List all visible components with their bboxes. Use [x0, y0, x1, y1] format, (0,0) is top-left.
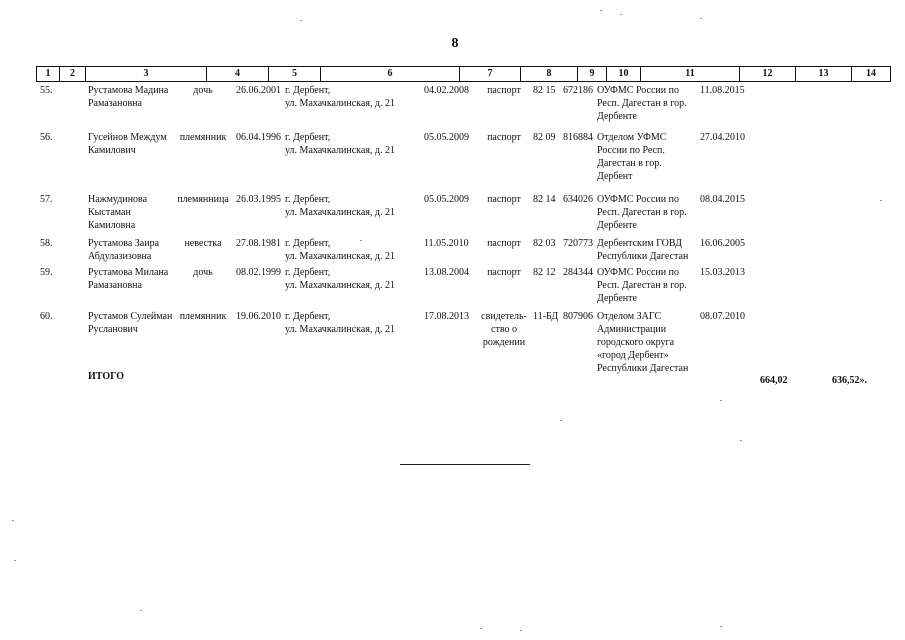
column-header: 4 — [207, 67, 269, 81]
cell-n: 55. — [40, 85, 53, 96]
cell-rel: племянник — [179, 311, 227, 322]
cell-doc: паспорт — [487, 85, 521, 96]
cell-rel: дочь — [193, 85, 213, 96]
column-header: 8 — [521, 67, 578, 81]
cell-date: 17.08.2013 — [424, 311, 469, 322]
cell-name: Рустамов Сулейман Русланович — [88, 311, 173, 335]
scan-speck — [880, 200, 882, 201]
scan-speck — [560, 420, 562, 421]
cell-n: 57. — [40, 194, 53, 205]
cell-issuer: Отделом УФМС России по Респ. Дагестан в гор. Дербент — [597, 132, 667, 182]
scan-speck — [14, 560, 16, 561]
cell-rel: невестка — [184, 238, 222, 249]
cell-dob: 26.06.2001 — [236, 85, 281, 96]
cell-name: Рустамова Заира Абдулазизовна — [88, 238, 160, 262]
column-header: 1 — [37, 67, 60, 81]
cell-doc: свидетель- ство о рождении — [481, 311, 527, 348]
cell-reg: 11.08.2015 — [700, 85, 745, 96]
total-label: ИТОГО — [88, 371, 124, 382]
cell-ser: 82 12 — [533, 267, 556, 278]
cell-ser: 11-БД — [533, 311, 559, 322]
cell-name: Гусейнов Междум Камилович — [88, 132, 167, 156]
cell-num: 284344 — [563, 267, 593, 278]
cell-num: 807906 — [563, 311, 593, 322]
total-col13: 664,02 — [760, 375, 788, 386]
cell-name: Нажмудинова Кыстаман Камиловна — [88, 194, 148, 231]
scan-speck — [480, 628, 482, 629]
cell-issuer: ОУФМС России по Респ. Дагестан в гор. Дербенте — [597, 267, 687, 304]
column-header: 2 — [60, 67, 86, 81]
cell-issuer: ОУФМС России по Респ. Дагестан в гор. Дербенте — [597, 85, 687, 122]
cell-num: 720773 — [563, 238, 593, 249]
column-header: 3 — [86, 67, 207, 81]
cell-addr: г. Дербент, ул. Махачкалинская, д. 21 — [285, 194, 396, 218]
column-header: 14 — [866, 68, 876, 79]
scan-speck — [600, 10, 602, 11]
cell-date: 11.05.2010 — [424, 238, 469, 249]
column-header: 7 — [460, 67, 521, 81]
cell-name: Рустамова Милана Рамазановна — [88, 267, 169, 291]
cell-doc: паспорт — [487, 267, 521, 278]
column-header: 10 — [607, 67, 641, 81]
cell-date: 04.02.2008 — [424, 85, 469, 96]
cell-doc: паспорт — [487, 238, 521, 249]
scan-speck — [620, 14, 622, 15]
cell-addr: г. Дербент, ул. Махачкалинская, д. 21 — [285, 238, 396, 262]
cell-rel: дочь — [193, 267, 213, 278]
cell-doc: паспорт — [487, 132, 521, 143]
cell-addr: г. Дербент, ул. Махачкалинская, д. 21 — [285, 267, 396, 291]
scan-speck — [720, 626, 722, 627]
cell-issuer: Дербентским ГОВД Республики Дагестан — [597, 238, 689, 262]
cell-dob: 19.06.2010 — [236, 311, 281, 322]
cell-reg: 27.04.2010 — [700, 132, 745, 143]
cell-reg: 15.03.2013 — [700, 267, 745, 278]
scan-speck — [12, 520, 14, 521]
cell-ser: 82 15 — [533, 85, 556, 96]
cell-ser: 82 09 — [533, 132, 556, 143]
cell-date: 05.05.2009 — [424, 132, 469, 143]
cell-addr: г. Дербент, ул. Махачкалинская, д. 21 — [285, 132, 396, 156]
cell-issuer: ОУФМС России по Респ. Дагестан в гор. Дербенте — [597, 194, 687, 231]
cell-n: 60. — [40, 311, 53, 322]
cell-reg: 16.06.2005 — [700, 238, 745, 249]
cell-rel: племянница — [177, 194, 229, 205]
cell-reg: 08.07.2010 — [700, 311, 745, 322]
cell-ser: 82 03 — [533, 238, 556, 249]
divider-line — [400, 464, 530, 465]
cell-date: 05.05.2009 — [424, 194, 469, 205]
column-header: 13 — [796, 67, 852, 81]
column-header: 9 — [578, 67, 607, 81]
cell-dob: 08.02.1999 — [236, 267, 281, 278]
cell-n: 59. — [40, 267, 53, 278]
cell-name: Рустамова Мадина Рамазановна — [88, 85, 169, 109]
column-header: 5 — [269, 67, 321, 81]
cell-addr: г. Дербент, ул. Махачкалинская, д. 21 — [285, 85, 396, 109]
cell-num: 634026 — [563, 194, 593, 205]
scan-speck — [360, 240, 362, 241]
column-header: 12 — [740, 67, 796, 81]
scan-speck — [720, 400, 722, 401]
cell-doc: паспорт — [487, 194, 521, 205]
column-header: 11 — [641, 67, 740, 81]
table-header — [36, 66, 891, 82]
cell-date: 13.08.2004 — [424, 267, 469, 278]
cell-dob: 26.03.1995 — [236, 194, 281, 205]
scan-speck — [700, 18, 702, 19]
scan-speck — [740, 440, 742, 441]
scan-speck — [140, 610, 142, 611]
column-header: 6 — [321, 67, 460, 81]
scan-speck — [520, 630, 522, 631]
cell-rel: племянник — [179, 132, 227, 143]
cell-dob: 27.08.1981 — [236, 238, 281, 249]
cell-reg: 08.04.2015 — [700, 194, 745, 205]
cell-issuer: Отделом ЗАГС Администрации городского округа «город Дербент» Республики Дагестан — [597, 311, 689, 374]
scan-speck — [300, 20, 302, 21]
cell-n: 56. — [40, 132, 53, 143]
cell-dob: 06.04.1996 — [236, 132, 281, 143]
cell-ser: 82 14 — [533, 194, 556, 205]
total-col14: 636,52». — [832, 375, 867, 386]
cell-num: 672186 — [563, 85, 593, 96]
page-number: 8 — [451, 36, 459, 51]
cell-n: 58. — [40, 238, 53, 249]
cell-addr: г. Дербент, ул. Махачкалинская, д. 21 — [285, 311, 396, 335]
cell-num: 816884 — [563, 132, 593, 143]
